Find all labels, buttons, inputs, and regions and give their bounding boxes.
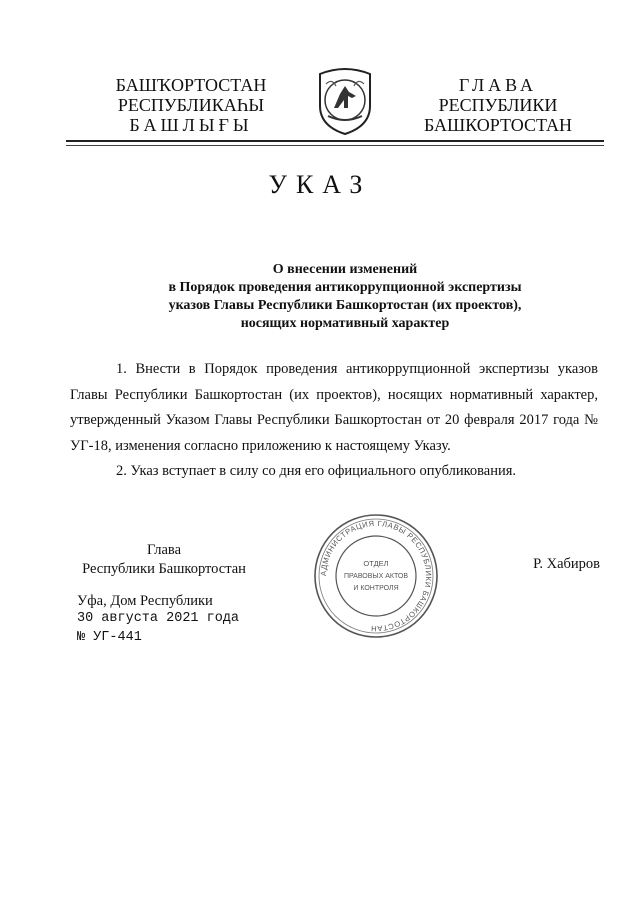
- official-stamp: [312, 512, 440, 640]
- issue-date: 30 августа 2021 года: [77, 611, 240, 626]
- subject-line-1: О внесении изменений: [272, 262, 418, 277]
- header-rule-thin: [66, 145, 604, 146]
- header-rule-thick: [66, 140, 604, 142]
- paragraph-1: 1. Внести в Порядок проведения антикоррупционной экспертизы указов Главы Республики Башкортостан (их проектов), носящих нормативный характер, утвержденный Указом Главы Республики Башкортостан от 20 февраля 2017 года № УГ-18, изменения согласно приложению к настоящему Указу.: [70, 361, 598, 454]
- document-subject: [60, 261, 630, 333]
- header-right-line-1: ГЛАВА: [458, 75, 538, 95]
- signatory-name: Р. Хабиров: [533, 556, 600, 572]
- signatory-title: [76, 541, 252, 579]
- signatory-title-line-1: Глава: [146, 542, 182, 558]
- stamp-center-line-3: И КОНТРОЛЯ: [353, 585, 399, 592]
- subject-line-2: в Порядок проведения антикоррупционной экспертизы: [168, 280, 522, 295]
- subject-line-3: указов Главы Республики Башкортостан (их проектов),: [168, 298, 522, 313]
- document-body: [70, 357, 598, 485]
- header-right-line-3: БАШКОРТОСТАН: [423, 115, 573, 135]
- header-left-line-3: БАШЛЫҒЫ: [129, 115, 253, 135]
- header-right-line-2: РЕСПУБЛИКИ: [438, 95, 558, 115]
- issue-place: Уфа, Дом Республики: [77, 593, 213, 609]
- header-left-line-1: БАШҠОРТОСТАН: [115, 75, 267, 95]
- coat-of-arms-emblem: [314, 64, 376, 136]
- header-right-russian: [410, 75, 586, 135]
- subject-line-4: носящих нормативный характер: [240, 316, 450, 331]
- decree-number: № УГ-441: [77, 630, 142, 645]
- signatory-title-line-2: Республики Башкортостан: [82, 561, 246, 577]
- stamp-center-line-1: ОТДЕЛ: [363, 559, 389, 568]
- paragraph-2: 2. Указ вступает в силу со дня его официального опубликования.: [116, 463, 517, 479]
- stamp-center-line-2: ПРАВОВЫХ АКТОВ: [343, 573, 409, 580]
- header-left-line-2: РЕСПУБЛИКАҺЫ: [117, 95, 265, 115]
- stamp-ring-text: АДМИНИСТРАЦИЯ ГЛАВЫ РЕСПУБЛИКИ БАШКОРТОСТАН: [318, 518, 434, 634]
- document-title: УКАЗ: [268, 170, 372, 199]
- header-left-bashkir: [92, 75, 290, 135]
